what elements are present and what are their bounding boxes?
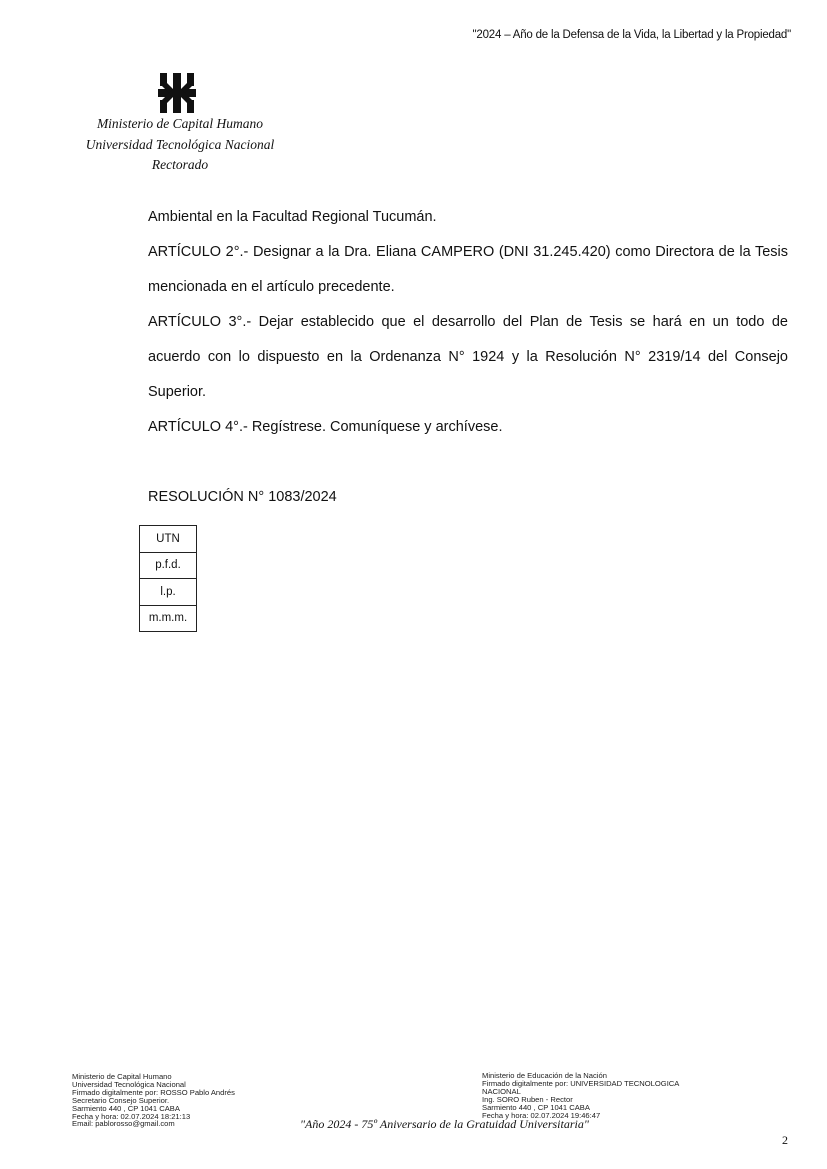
body-paragraph: Ambiental en la Facultad Regional Tucumán. xyxy=(148,209,437,225)
header-motto: "2024 – Año de la Defensa de la Vida, la Libertad y la Propiedad" xyxy=(472,29,791,41)
signature-line: Secretario Consejo Superior. xyxy=(72,1095,170,1105)
signature-line: Universidad Tecnológica Nacional xyxy=(72,1079,186,1089)
article-3-paragraph: ARTÍCULO 3°.- Dejar establecido que el desarrollo del Plan de Tesis se hará en un todo de acuerdo con lo dispuesto en la Ordenanza N° 1924 y la Resolución N° 2319/14 del Consejo Superior. xyxy=(148,314,788,400)
document-body xyxy=(148,200,788,445)
table-row xyxy=(140,605,197,632)
table-row xyxy=(140,579,197,606)
initials-table xyxy=(139,525,197,632)
signature-line: Fecha y hora: 02.07.2024 19:46:47 xyxy=(482,1110,601,1120)
office-name: Rectorado xyxy=(151,157,209,172)
initials-cell: UTN xyxy=(140,526,197,553)
page-number: 2 xyxy=(782,1133,788,1147)
article-4-paragraph: ARTÍCULO 4°.- Regístrese. Comuníquese y archívese. xyxy=(148,419,503,435)
ministry-name: Ministerio de Capital Humano xyxy=(96,116,264,131)
initials-cell: p.f.d. xyxy=(140,552,197,579)
signature-line: Fecha y hora: 02.07.2024 18:21:13 xyxy=(72,1111,191,1121)
signature-line: Ministerio de Capital Humano xyxy=(72,1072,172,1081)
table-row xyxy=(140,526,197,553)
article-2-paragraph: ARTÍCULO 2°.- Designar a la Dra. Eliana CAMPERO (DNI 31.245.420) como Directora de la Tesis mencionada en el artículo precedente. xyxy=(148,244,788,295)
signature-line: Ministerio de Educación de la Nación xyxy=(482,1071,607,1080)
university-name: Universidad Tecnológica Nacional xyxy=(85,136,275,152)
utn-logo-icon xyxy=(158,73,196,113)
signature-block-right xyxy=(482,1072,742,1119)
footer-motto: "Año 2024 - 75º Aniversario de la Gratuidad Universitaria" xyxy=(300,1117,589,1131)
signature-line: Firmado digitalmente por: ROSSO Pablo Andrés xyxy=(72,1087,235,1097)
signature-line: Firmado digitalmente por: UNIVERSIDAD TECNOLOGICA xyxy=(482,1078,680,1088)
signature-line: Ing. SORO Ruben - Rector xyxy=(482,1094,573,1104)
institution-header xyxy=(40,114,320,176)
resolution-number: RESOLUCIÓN N° 1083/2024 xyxy=(148,489,337,505)
table-row xyxy=(140,552,197,579)
signature-line: Sarmiento 440 , CP 1041 CABA xyxy=(482,1102,590,1112)
initials-cell: l.p. xyxy=(140,579,197,606)
signature-line: Sarmiento 440 , CP 1041 CABA xyxy=(72,1103,180,1113)
signature-line: Email: pablorosso@gmail.com xyxy=(72,1119,175,1129)
initials-cell: m.m.m. xyxy=(140,605,197,632)
signature-block-left xyxy=(72,1073,292,1128)
signature-line: NACIONAL xyxy=(482,1086,521,1096)
